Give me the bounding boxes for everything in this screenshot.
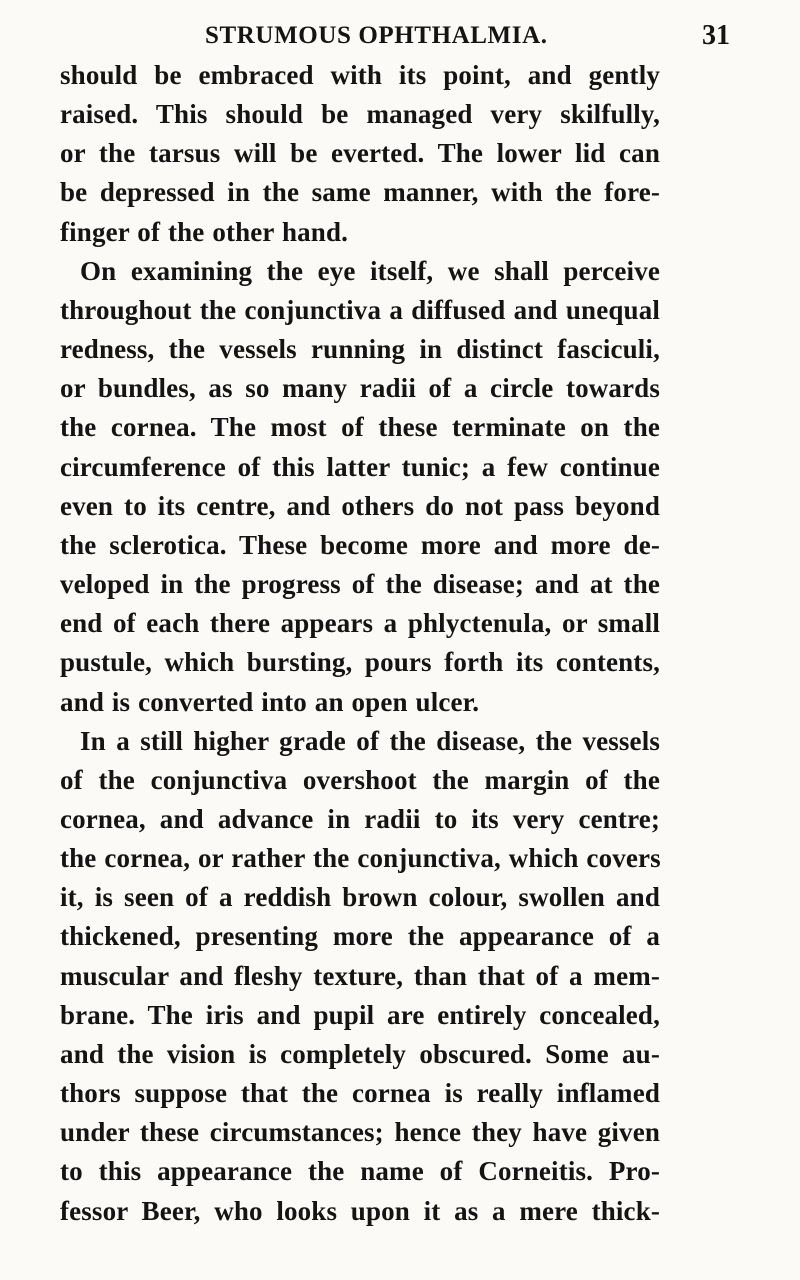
text-line: to this appearance the name of Corneitis. Pro-: [60, 1156, 660, 1187]
text-line: fessor Beer, who looks upon it as a mere thick-: [60, 1195, 660, 1226]
page-number: 31: [702, 20, 730, 51]
text-line: end of each there appears a phlyctenula, or small: [60, 608, 660, 639]
paragraph-start-line: In a still higher grade of the disease, the vessels: [80, 725, 660, 756]
text-line: and the vision is completely obscured. Some au-: [60, 1038, 660, 1069]
text-line: muscular and fleshy texture, than that of a mem-: [60, 960, 660, 991]
text-line: of the conjunctiva overshoot the margin of the: [60, 764, 660, 795]
text-line: cornea, and advance in radii to its very centre;: [60, 803, 660, 834]
text-line: raised. This should be managed very skilfully,: [60, 99, 660, 130]
text-line: veloped in the progress of the disease; and at the: [60, 569, 660, 600]
text-line: the sclerotica. These become more and more de-: [60, 529, 660, 560]
text-line: should be embraced with its point, and gently: [60, 60, 660, 90]
text-line: under these circumstances; hence they have given: [60, 1117, 660, 1148]
running-head: STRUMOUS OPHTHALMIA.: [205, 22, 548, 49]
text-line: and is converted into an open ulcer.: [60, 686, 480, 717]
text-line: the cornea, or rather the conjunctiva, which covers: [60, 843, 661, 874]
text-line: brane. The iris and pupil are entirely concealed,: [60, 999, 660, 1030]
text-line: thickened, presenting more the appearance of a: [60, 921, 660, 952]
text-line: the cornea. The most of these terminate on the: [60, 412, 660, 443]
text-line: it, is seen of a reddish brown colour, swollen and: [60, 882, 660, 913]
text-line: even to its centre, and others do not pass beyond: [60, 490, 660, 521]
text-line: redness, the vessels running in distinct fasciculi,: [60, 334, 660, 365]
paragraph-start-line: On examining the eye itself, we shall perceive: [80, 255, 660, 286]
text-line: or the tarsus will be everted. The lower lid can: [60, 138, 660, 169]
text-line: throughout the conjunctiva a diffused and unequal: [60, 294, 660, 325]
body-text: [60, 56, 660, 1231]
text-line: thors suppose that the cornea is really inflamed: [60, 1078, 660, 1109]
page-header: [60, 16, 760, 56]
text-line: circumference of this latter tunic; a few continue: [60, 451, 660, 482]
text-line: or bundles, as so many radii of a circle towards: [60, 373, 660, 404]
text-line: pustule, which bursting, pours forth its contents,: [60, 647, 660, 678]
text-line: be depressed in the same manner, with the fore-: [60, 177, 660, 208]
text-line: finger of the other hand.: [60, 216, 349, 247]
